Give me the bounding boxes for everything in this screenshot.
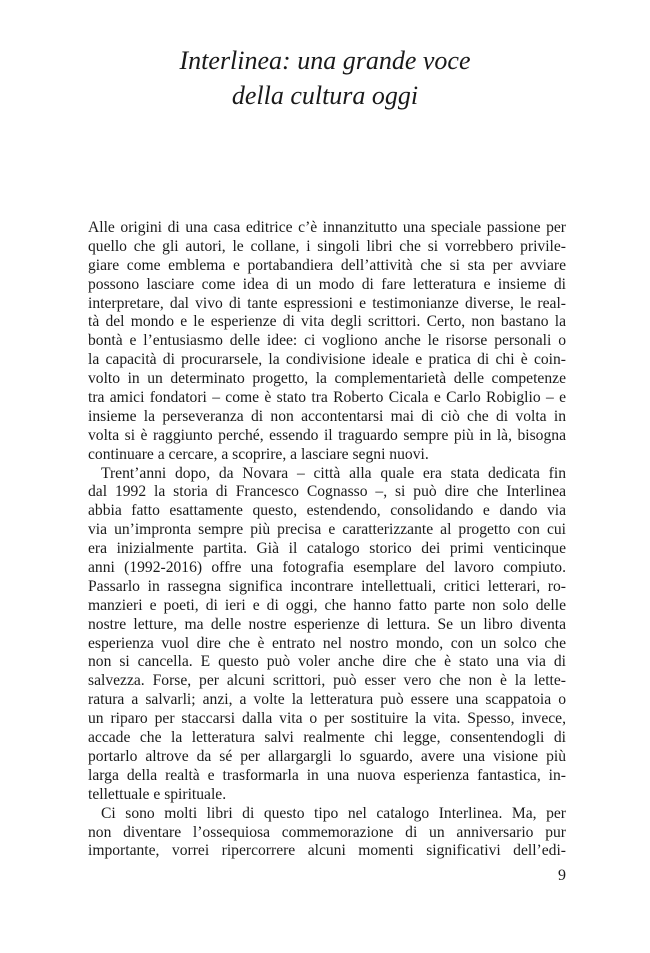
text-line: importante, vorrei ripercorrere alcuni momenti significativi dell’edi- [88, 842, 566, 860]
text-line: era inizialmente partita. Già il catalogo storico dei primi venticinque [88, 540, 566, 558]
text-line: quello che gli autori, le collane, i singoli libri che si vorrebbero privile- [88, 237, 566, 255]
text-line: tellettuale e spirituale. [88, 785, 227, 803]
text-line: ratura a salvarli; anzi, a volte la letteratura può essere una scappatoia o [88, 691, 566, 709]
text-line: manzieri e poeti, di ieri e di oggi, che hanno fatto parte non solo delle [88, 596, 566, 614]
text-line: un riparo per staccarsi dalla vita o per sostituire la vita. Spesso, invece, [88, 710, 566, 728]
text-line: bontà e l’entusiasmo delle idee: ci vogliono anche le risorse personali o [88, 332, 566, 350]
chapter-title [0, 43, 650, 113]
text-line: abbia fatto esattamente questo, estendendo, consolidando e dando via [88, 502, 566, 520]
text-line: accade che la letteratura salvi realmente chi legge, consentendogli di [88, 729, 566, 747]
text-line: salvezza. Forse, per alcuni scrittori, può esser vero che non è la lette- [88, 672, 566, 690]
text-line: tra amici fondatori – come è stato tra Roberto Cicala e Carlo Robiglio – e [88, 389, 566, 407]
text-line: Passarlo in rassegna significa incontrare intellettuali, critici letterari, ro- [88, 577, 566, 595]
text-line: Trent’anni dopo, da Novara – città alla quale era stata dedicata fin [101, 464, 566, 482]
text-line: la capacità di procurarsele, la condivisione ideale e pratica di chi è coin- [88, 351, 566, 369]
paragraph-1 [88, 219, 566, 465]
page-number: 9 [558, 867, 566, 884]
text-line: insieme la perseveranza di non accontentarsi mai di ciò che di volta in [88, 407, 566, 425]
text-line: volta si è raggiunto perché, essendo il traguardo sempre più in là, bisogna [88, 426, 566, 444]
text-line: interpretare, dal vivo di tante espressioni e testimonianze diverse, le real- [88, 294, 566, 312]
text-line: volto in un determinato progetto, la complementarietà delle competenze [88, 370, 566, 388]
text-line: portarlo altrove da sé per allargargli lo sguardo, avere una visione più [88, 747, 566, 765]
chapter-title-line-1: Interlinea: una grande voce [179, 46, 471, 75]
text-line: Alle origini di una casa editrice c’è innanzitutto una speciale passione per [88, 219, 566, 236]
chapter-title-line-2: della cultura oggi [231, 81, 419, 110]
text-line: larga della realtà e trasformarla in una nuova esperienza fantastica, in- [88, 766, 566, 784]
paragraph-2 [88, 465, 566, 805]
text-line: anni (1992-2016) offre una fotografia esemplare del lavoro compiuto. [88, 559, 566, 577]
text-line: Ci sono molti libri di questo tipo nel catalogo Interlinea. Ma, per [101, 804, 566, 822]
text-line: non si cancella. E questo può voler anche dire che è stato una via di [88, 653, 566, 671]
text-line: esperienza vuol dire che è entrato nel nostro mondo, con un solco che [88, 634, 566, 652]
text-line: via un’impronta sempre più precisa e caratterizzante al progetto con cui [88, 521, 566, 539]
text-line: non diventare l’ossequiosa commemorazione di un anniversario pur [88, 823, 566, 841]
body-text [88, 219, 566, 861]
text-line: nostre letture, ma delle nostre esperienze di lettura. Se un libro diventa [88, 615, 566, 633]
paragraph-3 [88, 805, 566, 862]
text-line: continuare a cercare, a scoprire, a lasciare segni nuovi. [88, 445, 429, 463]
text-line: dal 1992 la storia di Francesco Cognasso –, si può dire che Interlinea [88, 483, 566, 501]
text-line: tà del mondo e le esperienze di vita degli scrittori. Certo, non bastano la [88, 313, 566, 331]
text-line: possono lasciare come idea di un modo di fare letteratura e insieme di [88, 275, 566, 293]
text-line: giare come emblema e portabandiera dell’attività che si sta per avviare [88, 256, 566, 274]
